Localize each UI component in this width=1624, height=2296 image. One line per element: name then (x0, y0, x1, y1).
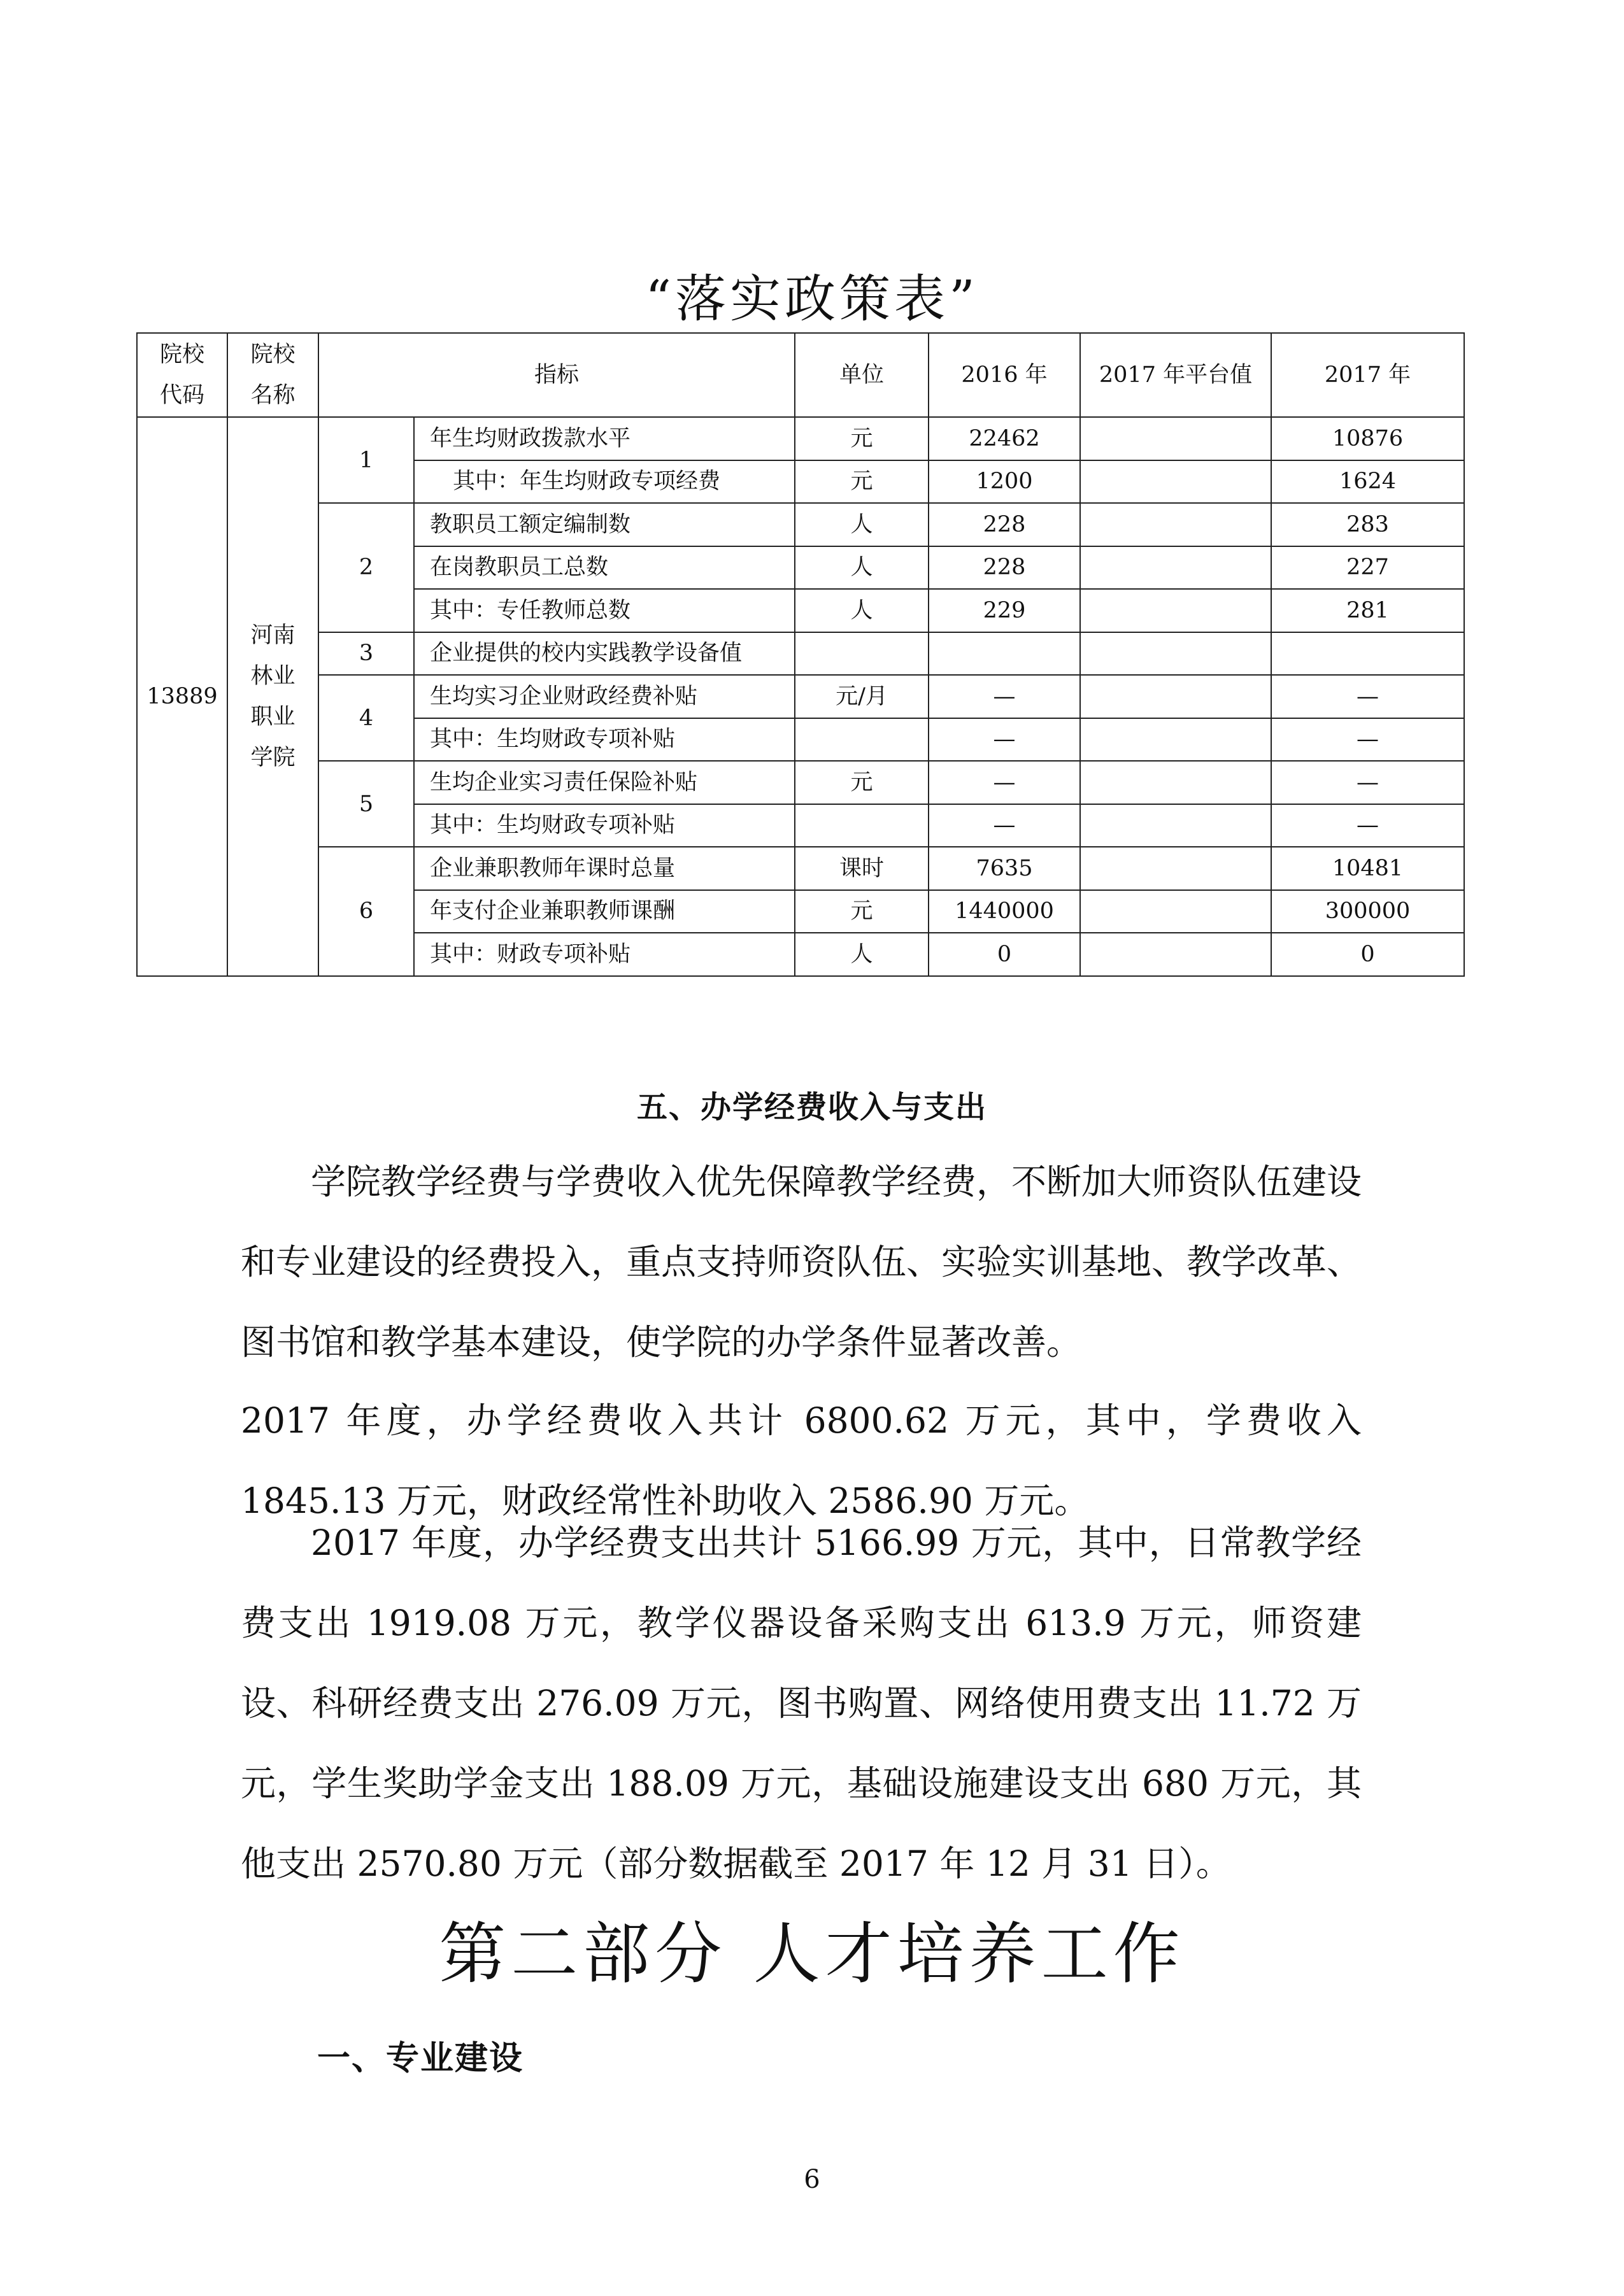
group-number: 6 (318, 847, 414, 976)
platform-2017-cell (1080, 632, 1271, 676)
value-2017-cell: 300000 (1271, 890, 1464, 933)
header-2017-platform: 2017 年平台值 (1080, 333, 1271, 417)
platform-2017-cell (1080, 503, 1271, 546)
platform-2017-cell (1080, 718, 1271, 762)
unit-cell (795, 718, 929, 762)
unit-cell: 人 (795, 933, 929, 976)
group-number: 1 (318, 417, 414, 503)
platform-2017-cell (1080, 417, 1271, 460)
value-2017-cell: 281 (1271, 589, 1464, 632)
school-code-cell: 13889 (137, 417, 227, 976)
unit-cell: 元 (795, 417, 929, 460)
value-2016-cell: 1440000 (929, 890, 1080, 933)
header-indicator: 指标 (318, 333, 795, 417)
platform-2017-cell (1080, 933, 1271, 976)
unit-cell: 元 (795, 890, 929, 933)
table-header-row (137, 333, 1464, 417)
group-number: 2 (318, 503, 414, 632)
platform-2017-cell (1080, 546, 1271, 590)
indicator-cell: 其中：财政专项补贴 (414, 933, 795, 976)
table-row (137, 675, 1464, 718)
value-2017-cell: 283 (1271, 503, 1464, 546)
indicator-cell: 在岗教职员工总数 (414, 546, 795, 590)
value-2017-cell: 227 (1271, 546, 1464, 590)
school-name-cell: 河南林业职业学院 (227, 417, 318, 976)
unit-cell: 课时 (795, 847, 929, 890)
value-2017-cell: — (1271, 804, 1464, 847)
value-2016-cell: 22462 (929, 417, 1080, 460)
value-2017-cell: — (1271, 675, 1464, 718)
indicator-cell: 其中：生均财政专项补贴 (414, 804, 795, 847)
section-heading: 五、办学经费收入与支出 (636, 1089, 987, 1125)
header-unit: 单位 (795, 333, 929, 417)
value-2016-cell: 0 (929, 933, 1080, 976)
value-2016-cell: 229 (929, 589, 1080, 632)
unit-cell: 人 (795, 589, 929, 632)
unit-cell (795, 804, 929, 847)
indicator-cell: 企业提供的校内实践教学设备值 (414, 632, 795, 676)
indicator-cell: 生均实习企业财政经费补贴 (414, 675, 795, 718)
value-2017-cell: 0 (1271, 933, 1464, 976)
header-school-name: 院校名称 (227, 333, 318, 417)
indicator-cell: 生均企业实习责任保险补贴 (414, 761, 795, 804)
unit-cell: 人 (795, 503, 929, 546)
indicator-cell: 年生均财政拨款水平 (414, 417, 795, 460)
group-number: 5 (318, 761, 414, 847)
paragraph-expenditure: 2017 年度，办学经费支出共计 5166.99 万元，其中，日常教学经费支出 1919.08 万元，教学仪器设备采购支出 613.9 万元，师资建设、科研经费支出 276.09 万元，图书购置、网络使用费支出 11.72 万元，学生奖助学金支出 188.09 万元，基础设施建设支出 680 万元，其他支出 2570.80 万元（部分数据截至 2017 年 12 月 31 日）。 (241, 1522, 1362, 1884)
value-2017-cell (1271, 632, 1464, 676)
table-title: “落实政策表” (645, 269, 979, 329)
group-number: 3 (318, 632, 414, 676)
value-2017-cell: 1624 (1271, 460, 1464, 504)
value-2017-cell: 10481 (1271, 847, 1464, 890)
table-row (137, 503, 1464, 546)
policy-table (136, 332, 1465, 977)
value-2017-cell: — (1271, 718, 1464, 762)
indicator-cell: 企业兼职教师年课时总量 (414, 847, 795, 890)
platform-2017-cell (1080, 675, 1271, 718)
indicator-cell: 其中：生均财政专项补贴 (414, 718, 795, 762)
part-heading: 第二部分 人才培养工作 (439, 1915, 1185, 1993)
sub-heading: 一、专业建设 (317, 2039, 524, 2078)
header-2017: 2017 年 (1271, 333, 1464, 417)
paragraph-teaching-funds: 学院教学经费与学费收入优先保障教学经费，不断加大师资队伍建设和专业建设的经费投入，重点支持师资队伍、实验实训基地、教学改革、图书馆和教学基本建设，使学院的办学条件显著改善。 (241, 1161, 1362, 1363)
indicator-cell: 教职员工额定编制数 (414, 503, 795, 546)
unit-cell (795, 632, 929, 676)
indicator-cell: 年支付企业兼职教师课酬 (414, 890, 795, 933)
platform-2017-cell (1080, 460, 1271, 504)
indicator-cell: 其中：专任教师总数 (414, 589, 795, 632)
value-2016-cell: — (929, 804, 1080, 847)
page-number: 6 (804, 2165, 820, 2194)
unit-cell: 元 (795, 761, 929, 804)
table-row (137, 417, 1464, 460)
unit-cell: 元/月 (795, 675, 929, 718)
value-2017-cell: 10876 (1271, 417, 1464, 460)
platform-2017-cell (1080, 847, 1271, 890)
value-2016-cell: 228 (929, 503, 1080, 546)
platform-2017-cell (1080, 890, 1271, 933)
value-2016-cell: — (929, 718, 1080, 762)
platform-2017-cell (1080, 761, 1271, 804)
indicator-cell: 其中：年生均财政专项经费 (414, 460, 795, 504)
table-row (137, 632, 1464, 676)
unit-cell: 元 (795, 460, 929, 504)
group-number: 4 (318, 675, 414, 761)
table-row (137, 761, 1464, 804)
value-2016-cell: 1200 (929, 460, 1080, 504)
unit-cell: 人 (795, 546, 929, 590)
value-2016-cell: — (929, 761, 1080, 804)
paragraph-income: 2017 年度，办学经费收入共计 6800.62 万元，其中，学费收入 1845.13 万元，财政经常性补助收入 2586.90 万元。 (241, 1400, 1362, 1521)
header-school-code: 院校代码 (137, 333, 227, 417)
header-2016: 2016 年 (929, 333, 1080, 417)
platform-2017-cell (1080, 589, 1271, 632)
value-2016-cell: — (929, 675, 1080, 718)
platform-2017-cell (1080, 804, 1271, 847)
table-row (137, 847, 1464, 890)
value-2016-cell: 7635 (929, 847, 1080, 890)
value-2017-cell: — (1271, 761, 1464, 804)
value-2016-cell: 228 (929, 546, 1080, 590)
value-2016-cell (929, 632, 1080, 676)
